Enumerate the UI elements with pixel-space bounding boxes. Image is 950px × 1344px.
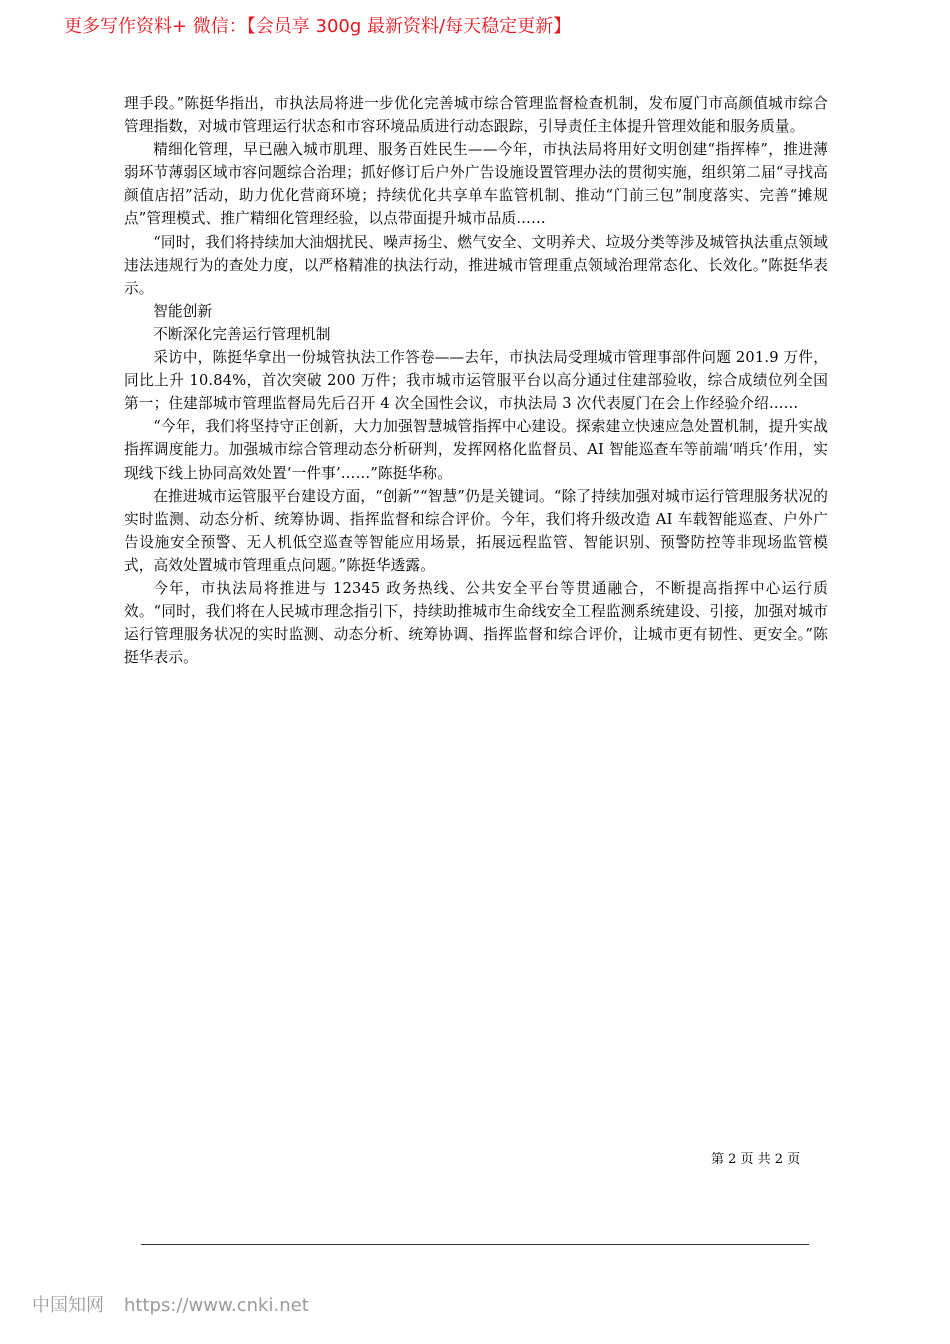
paragraph: 精细化管理，早已融入城市肌理、服务百姓民生——今年，市执法局将用好文明创建“指挥棒”，推进薄弱环节薄弱区域市容问题综合治理；抓好修订后户外广告设施设置管理办法的贯彻实施，组织第二届“寻找高颜值店招”活动，助力优化营商环境；持续优化共享单车监管机制、推动“门前三包”制度落实、完善“摊规点”管理模式、推广精细化管理经验，以点带面提升城市品质……: [124, 141, 828, 228]
paragraph: 今年，市执法局将推进与 12345 政务热线、公共安全平台等贯通融合，不断提高指挥中心运行质效。“同时，我们将在人民城市理念指引下，持续助推城市生命线安全工程监测系统建设、引接，加强对城市运行管理服务状况的实时监测、动态分析、统筹协调、指挥监督和综合评价，让城市更有韧性、更安全。”陈挺华表示。: [124, 579, 828, 667]
paragraph: 在推进城市运管服平台建设方面，“创新”“智慧”仍是关键词。“除了持续加强对城市运行管理服务状况的实时监测、动态分析、统筹协调、指挥监督和综合评价。今年，我们将升级改造 AI 车载智能巡查、户外广告设施安全预警、无人机低空巡查等智能应用场景，拓展远程监管、智能识别、预警防控等非现场监管模式，高效处置城市管理重点问题。”陈挺华透露。: [124, 487, 828, 574]
paragraph: 理手段。”陈挺华指出，市执法局将进一步优化完善城市综合管理监督检查机制，发布厦门市高颜值城市综合管理指数，对城市管理运行状态和市容环境品质进行动态跟踪，引导责任主体提升管理效能和服务质量。: [124, 95, 828, 136]
promo-banner: 更多写作资料+ 微信：【会员享 300g 最新资料/每天稳定更新】: [64, 16, 572, 37]
paragraph: “今年，我们将坚持守正创新，大力加强智慧城管指挥中心建设。探索建立快速应急处置机制，提升实战指挥调度能力。加强城市综合管理动态分析研判，发挥网格化监督员、AI 智能巡查车等前端‘哨兵’作用，实现线下线上协同高效处置‘一件事’……”陈挺华称。: [124, 418, 828, 482]
paragraph: 采访中，陈挺华拿出一份城管执法工作答卷——去年，市执法局受理城市管理事部件问题 201.9 万件，同比上升 10.84%，首次突破 200 万件；我市城市运管服平台以高分通过住建部验收，综合成绩位列全国第一；住建部城市管理监督局先后召开 4 次全国性会议，市执法局 3 次代表厦门在会上作经验介绍……: [124, 349, 828, 413]
section-heading: 智能创新: [153, 302, 213, 320]
page-number: 第 2 页 共 2 页: [711, 1152, 801, 1167]
watermark-site: 中国知网: [32, 1295, 104, 1316]
paragraph: “同时，我们将持续加大油烟扰民、噪声扬尘、燃气安全、文明养犬、垃圾分类等涉及城管执法重点领域违法违规行为的查处力度，以严格精准的执法行动，推进城市管理重点领域治理常态化、长效化。”陈挺华表示。: [124, 233, 828, 297]
section-subheading: 不断深化完善运行管理机制: [153, 325, 331, 343]
footer-divider: [141, 1244, 809, 1245]
source-watermark: [32, 1293, 309, 1319]
watermark-url: https://www.cnki.net: [124, 1295, 309, 1316]
article-body: [124, 92, 828, 669]
